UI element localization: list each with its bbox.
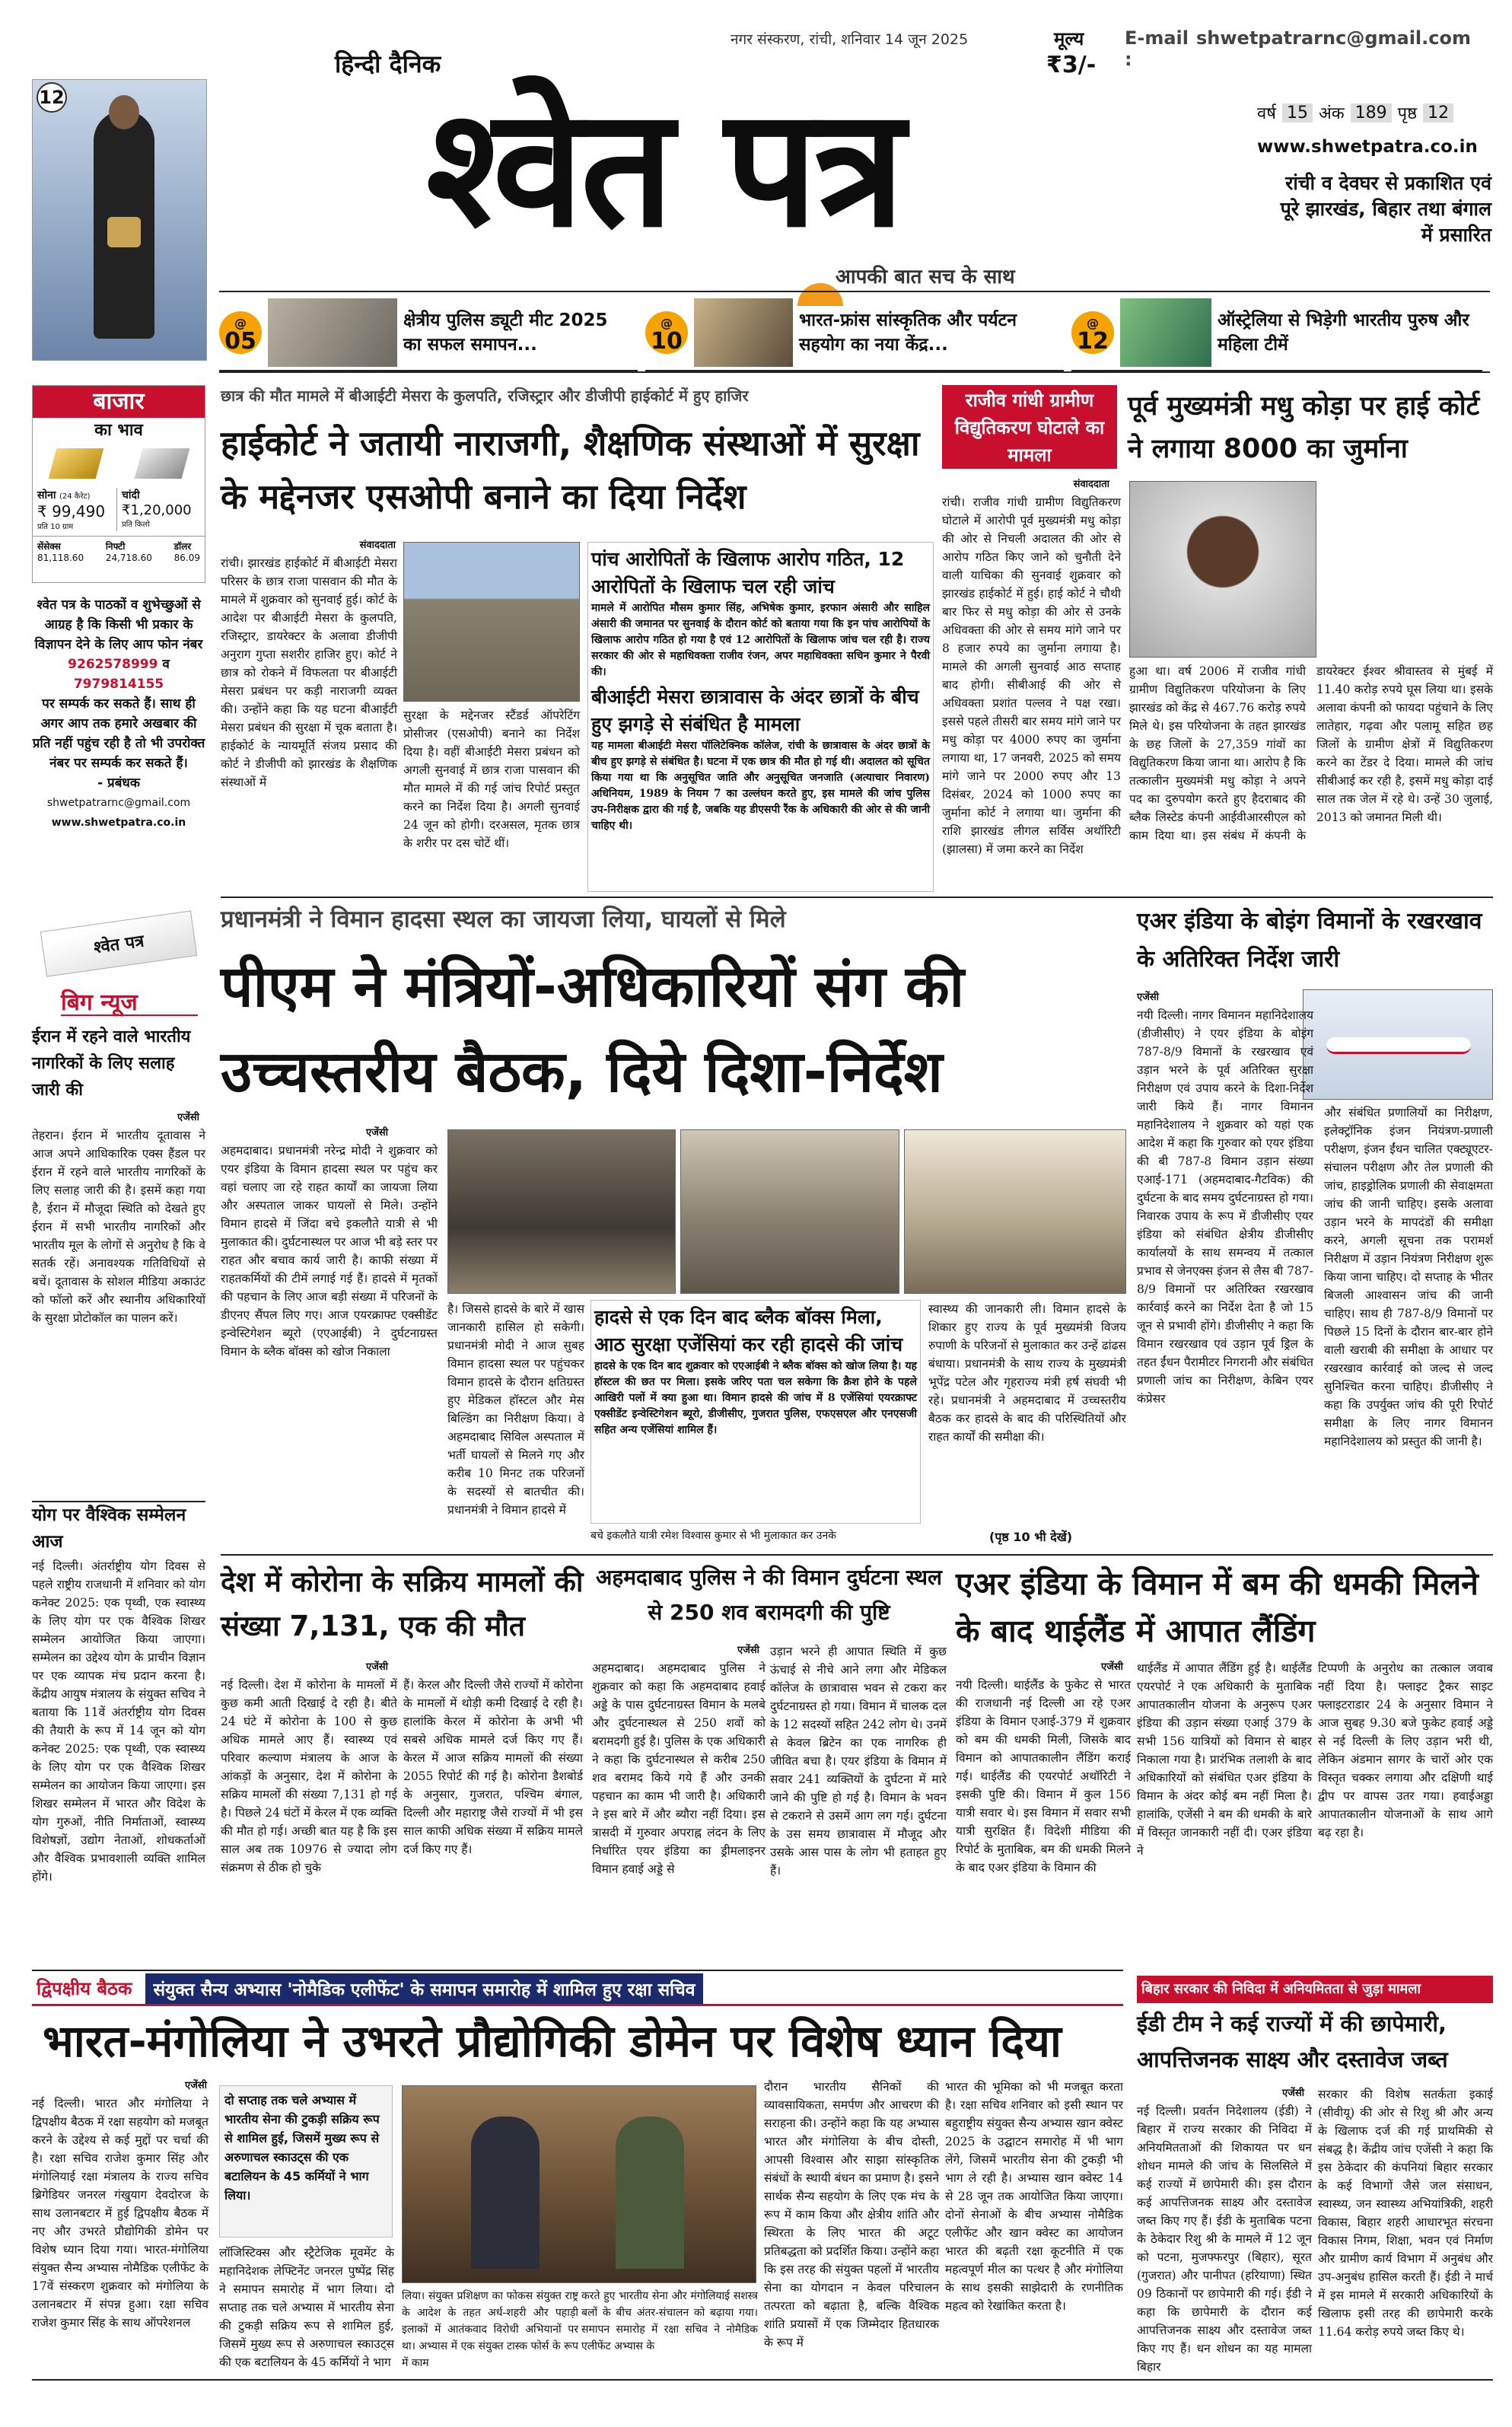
ed-col-2: सरकार की विशेष सतर्कता इकाई (सीवीयू) की ओर से रिशु श्री और अन्य के खिलाफ दर्ज की गई प्राथमिकी से संबद्ध है। केंद्रीय जांच एजेंसी ने कहा कि इस ठेकेदार की कंपनियां बिहार सरकार के कई विभागों जैसे जल संसाधन, स्वास्थ्य, जन स्वास्थ्य अभियांत्रिकी, शहरी विकास, बिहार शहरी आधारभूत संरचना विकास निगम, शिक्षा, भवन एवं निर्माण और ग्रामीण कार्य विभाग में अनुबंध और उप-अनुबंध हासिल करती हैं। ईडी ने मार्च में इस मामले में सरकारी अधिकारियों के खिलाफ इसी तरह की छापेमारी करके 11.64 करोड़ रुपये जब्त किए थे। bbox=[1318, 2088, 1493, 2339]
notice-website[interactable]: www.shwetpatra.co.in bbox=[51, 817, 186, 829]
teaser-page-badge: @ 10 bbox=[645, 311, 688, 354]
police-col-1: अहमदाबाद। अहमदाबाद पुलिस ने शुक्रवार को कहा कि अहमदाबाद हवाई अड्डे के पास दुर्घटनाग्रस्त विमान के मलबे और दुर्घटनास्थल से 250 शवों को बरामदगी हुई है। पुलिस के एक अधिकारी ने कहा कि दुर्घटनास्थल से करीब 250 शव बरामद किये गये हैं और उनकी पहचान का काम भी जारी है। अधिकारी ने इस बारे में और ब्यौरा नहीं दिया। इस त्रासदी में गुरुवार अपराह्न लंदन के लिए निर्धारित एयर इंडिया का ड्रीमलाइनर विमान हवाई अड्डे से bbox=[592, 1661, 766, 1876]
hc-box-text-2: यह मामला बीआईटी मेसरा पॉलिटेक्निक कॉलेज, रांची के छात्रावास के अंदर छात्रों के बीच हुए झगड़े से संबंधित है। घटना में एक छात्र की मौत हो गई थी। अदालत को सूचित किया गया था कि अनुसूचित जाति और अनुसूचित जनजाति (अत्याचार निवारण) अधिनियम, 1989 के नियम 7 का उल्लंघन करते हुए, इस मामले की जांच पुलिस उप-निरीक्षक द्वारा की गई है, जबकि यह डीएसपी रैंक के अधिकारी की ओर से की जानी चाहिए थी। bbox=[591, 740, 930, 832]
mongolia-label: द्विपक्षीय बैठक bbox=[32, 1976, 136, 2001]
pm-jump-link[interactable]: (पृष्ठ 10 भी देखें) bbox=[989, 1530, 1073, 1544]
hc-col-2: सुरक्षा के मद्देनजर स्टैंडर्ड ऑपरेटिंग प्रोसीजर (एसओपी) बनाने का निर्देश दिया है। वहीं बीआईटी मेसरा प्रबंधन को अगली सुनवाई में छात्र राजा पासवान की मौत मामले में की गई जांच रिपोर्ट प्रस्तुत करने का निर्देश दिया है। अगली सुनवाई 24 जून को होगी। दरअसल, मृतक छात्र के शरीर पर दस चोटें थीं। bbox=[403, 709, 580, 850]
teaser-page-number: 10 bbox=[651, 328, 683, 355]
notice-text: श्वेत पत्र के पाठकों व शुभेच्छुओं से आग्रह है कि किसी भी प्रकार के विज्ञापन देने के लिए आप फोन नंबर bbox=[34, 597, 203, 652]
airplane-icon bbox=[1326, 1037, 1471, 1054]
pm-col-3: स्वास्थ्य की जानकारी ली। विमान हादसे के शिकार हुए राज्य के पूर्व मुख्यमंत्री विजय रुपाणी के परिजनों से मुलाकात कर उन्हें ढांढस बंधाया। प्रधानमंत्री के साथ राज्य के मुख्यमंत्री भूपेंद्र पटेल और गृहराज्य मंत्री हर्ष संघवी भी रहे। प्रधानमंत्री ने अहमदाबाद में उच्चस्तरीय बैठक कर हादसे के बाद की परिस्थितियों और राहत कार्यों की समीक्षा की। bbox=[928, 1302, 1126, 1444]
market-title: बाजार bbox=[33, 386, 205, 418]
price-value: ₹3/- bbox=[1046, 52, 1097, 78]
mongolia-col-3: दौरान भारतीय सैनिकों की व्यावसायिकता, समर्पण और आचरण की सराहना की। उन्होंने कहा कि यह अभ्यास भारत और मंगोलिया के बीच दोस्ती, आपसी विश्वास और साझा सांस्कृतिक संबंधों के स्थायी बंधन का प्रमाण है। इसने सार्थक सैन्य सहयोग के लिए एक मंच के रूप में काम किया और क्षेत्रीय शांति और स्थिरता के लिए भारत की अटूट प्रतिबद्धता को प्रदर्शित किया। उन्होंने कहा कि इस तरह की संयुक्त पहलों में भारतीय सेना का योगदान न केवल परिचालन तत्परता को बढ़ाता है, बल्कि वैश्विक शांति प्रयासों में एक जिम्मेदार हितधारक के रूप में bbox=[764, 2080, 939, 2349]
paper-type-label: हिन्दी दैनिक bbox=[335, 49, 441, 78]
section-divider bbox=[32, 1970, 1123, 1971]
mongolia-byline: एजेंसी bbox=[185, 2080, 207, 2091]
ed-headline: ईडी टीम ने कई राज्यों में की छापेमारी, आपत्तिजनक साक्ष्य और दस्तावेज जब्त bbox=[1137, 2011, 1448, 2072]
market-subtitle: का भाव bbox=[94, 421, 143, 440]
newspaper-stamp-logo: श्वेत पत्र bbox=[40, 910, 197, 976]
hc-col-1: रांची। झारखंड हाईकोर्ट में बीआईटी मेसरा परिसर के छात्र राजा पासवान की मौत के मामले में शुक्रवार को सुनवाई हुई। कोर्ट के आदेश पर बीआईटी मेसरा के कुलपति, रजिस्ट्रार, डायरेक्टर के अलावा डीजीपी अनुराग गुप्ता सशरीर हाजिर हुए। कोर्ट ने छात्र को रोकने में विफलता पर बीआईटी मेसरा प्रबंधन पर कड़ी नाराजगी व्यक्त की। उन्होंने कहा कि यह घटना बीआईटी मेसरा प्रबंधन की सुरक्षा में चूक बताता है। हाईकोर्ट के न्यायमूर्ति संजय प्रसाद की कोर्ट ने डीजीपी को झारखंड के शैक्षणिक संस्थाओं में bbox=[221, 556, 397, 789]
phone-number-1[interactable]: 9262578999 bbox=[68, 657, 158, 672]
index-name: डॉलर bbox=[173, 541, 192, 552]
gold-note: प्रति 10 ग्राम bbox=[37, 523, 74, 531]
pm-box-text: हादसे के एक दिन बाद शुक्रवार को एएआईबी ने ब्लैक बॉक्स को खोज लिया है। यह हॉस्टल की छत पर मिला। इसके जरिए पता चल सकेगा कि क्रैश होने के पहले आखिरी पलों में क्या हुआ था। विमान हादसे की जांच में 8 एजेंसियां एयरक्राफ्ट एक्सीडेंट इन्वेस्टिगेशन ब्यूरो, डीजीसीए, गुजरात पुलिस, एफएसएल और एनएसजी सहित अन्य एजेंसियां शामिल हैं। bbox=[594, 1360, 917, 1436]
pm-col-1: अहमदाबाद। प्रधानमंत्री नरेन्द्र मोदी ने शुक्रवार को एयर इंडिया के विमान हादसा स्थल पर पहुंच कर वहां चलाए जा रहे राहत कार्यों का जायजा लिया और अस्पताल जाकर घायलों से मिले। उन्होंने विमान हादसे में जिंदा बचे इकलौते यात्री से भी मुलाकात की। दुर्घटनास्थल पर आज भी बड़े स्तर पर राहत और बचाव कार्य जारी है। काफी संख्या में राहतकर्मियों की टीमें लगाई गई हैं। हादसे में मृतकों की पहचान के लिए आज बड़ी संख्या में परिजनों के डीएनए सैंपल लिए गए। आज एयरक्राफ्ट एक्सीडेंट इन्वेस्टिगेशन ब्यूरो (एएआईबी) ने दुर्घटनाग्रस्त विमान के ब्लैक बॉक्स को खोज निकाला bbox=[221, 1144, 438, 1358]
email-label: E-mail : bbox=[1125, 27, 1189, 70]
index-value: 81,118.60 bbox=[37, 553, 84, 563]
pm-byline: एजेंसी bbox=[366, 1127, 388, 1139]
pm-side-box bbox=[590, 1300, 921, 1524]
pm-box-footer: बचे इकलौते यात्री रमेश विश्वास कुमार से भी मुलाकात कर उनके bbox=[590, 1530, 836, 1542]
police-headline: अहमदाबाद पुलिस ने की विमान दुर्घटना स्थल से 250 शव बरामदगी की पुष्टि bbox=[596, 1565, 942, 1625]
pm-meeting-photo bbox=[904, 1129, 1126, 1294]
page-bottom-rule bbox=[32, 2379, 1493, 2381]
teaser-page-number: 12 bbox=[1077, 328, 1109, 355]
mongolia-photo-caption: लिया। संयुक्त प्रशिक्षण का फोकस संयुक्त राष्ट्र के आदेश के तहत अर्ध-शहरी और पहाड़ी इलाकों में आतंकवाद विरोधी अभियानों पर था। अभ्यास में एक संयुक्त टास्क फोर्स के रूप में काम bbox=[402, 2290, 578, 2369]
person-figure bbox=[471, 2116, 540, 2269]
year-value: 15 bbox=[1282, 104, 1313, 123]
yoga-text: नई दिल्ली। अंतर्राष्ट्रीय योग दिवस से पहले राष्ट्रीय राजधानी में शनिवार को योग कनेक्ट 2025: एक पृथ्वी, एक स्वास्थ्य के लिए योग पर एक वैश्विक शिखर सम्मेलन आयोजित किया जाएगा। सम्मेलन का उद्देश्य योग के प्राचीन विज्ञान पर एक व्यापक मंच प्रदान करना है। केंद्रीय आयुष मंत्रालय के संयुक्त सचिव ने बताया कि 11वें अंतर्राष्ट्रीय योग दिवस की तैयारी के रूप में 14 जून को योग कनेक्ट 2025: एक पृथ्वी, एक स्वास्थ्य के लिए योग पर एक वैश्विक शिखर सम्मेलन का आयोजन किया जाएगा। इस शिखर सम्मेलन में भारत और विदेश के योग गुरुओं, नीति निर्माताओं, स्वास्थ्य विशेषज्ञों, उद्योग नेताओं, शोधकर्ताओं और वैश्विक प्रभावशाली व्यक्ति शामिल होंगे। bbox=[32, 1559, 205, 1884]
teaser-text: क्षेत्रीय पुलिस ड्यूटी मीट 2025 का सफल समापन... bbox=[403, 311, 608, 355]
phone-separator: व bbox=[162, 657, 170, 672]
market-box bbox=[32, 385, 205, 583]
issue-value: 189 bbox=[1351, 104, 1392, 123]
mongolia-kicker: संयुक्त सैन्य अभ्यास 'नोमैडिक एलीफेंट' के समापन समारोह में शामिल हुए रक्षा सचिव bbox=[145, 1973, 702, 2004]
mongolia-highlight-box bbox=[219, 2085, 393, 2237]
dgca-col-2: और संबंधित प्रणालियों का निरीक्षण, इलेक्ट्रॉनिक इंजन नियंत्रण-प्रणाली परीक्षण, इंजन ईंधन चालित एक्ट्यूएटर-संचालन परीक्षण और तेल प्रणाली की जांच, हाइड्रोलिक प्रणाली की सेवाक्षमता जांच की जानी चाहिए। इसके अलावा उड़ान भरने के मापदंडों की समीक्षा करने, अगली सूचना तक परामर्श निरीक्षण में उड़ान नियंत्रण निरीक्षण शुरू किया जाना चाहिए। दो सप्ताह के भीतर बिजली आश्वासन जांच की जानी चाहिए। साथ ही 787-8/9 विमानों पर पिछले 15 दिनों के दौरान बार-बार होने वाली खराबी की समीक्षा के आधार पर रखरखाव कार्रवाई को जल्द से जल्द सुनिश्चित करना चाहिए। डीजीसीए ने कहा कि उपर्युक्त जांच की पूरी रिपोर्ट समीक्षा के लिए नागर विमानन महानिदेशालय को प्रस्तुत की जानी है। bbox=[1324, 1106, 1493, 1448]
athlete-head bbox=[109, 95, 139, 129]
hc-box-headline-2: बीआईटी मेसरा छात्रावास के अंदर छात्रों के बीच हुए झगड़े से संबंधित है मामला bbox=[591, 686, 919, 735]
issue-label: अंक bbox=[1318, 104, 1345, 123]
price-label: मूल्य bbox=[1054, 28, 1084, 49]
teaser-page-number: 05 bbox=[224, 328, 256, 355]
hc-byline: संवाददाता bbox=[359, 540, 396, 551]
pm-kicker: प्रधानमंत्री ने विमान हादसा स्थल का जायजा लिया, घायलों से मिले bbox=[221, 906, 786, 933]
teaser-1[interactable] bbox=[219, 295, 638, 371]
teaser-strip bbox=[219, 291, 1490, 373]
koda-col-2: हुआ था। वर्ष 2006 में राजीव गांधी ग्रामीण विद्युतिकरण परियोजना के लिए झारखंड को केंद्र से 467.76 करोड़ रुपये मिले थे। इस परियोजना के तहत झारखंड के छह जिलों के 27,359 गांवों का विद्युतिकरण किया जाना था। आरोप है कि तत्कालीन मुख्यमंत्री मधु कोड़ा ने अपने पद का दुरुपयोग करते हुए हैदराबाद की ब्लैक लिस्टेड कंपनी आईवीआरसीएल को काम दिया था। इस संबंध में कंपनी के डायरेक्टर ईश्वर श्रीवास्तव से मुंबई में 11.40 करोड़ रुपये घूस लिया था। इसके अलावा कंपनी को फायदा पहुंचाने के लिए लातेहार, गढ़वा और पलामू सहित छह जिलों के ग्रामीण क्षेत्रों में विद्युतिकरण करने का टेंडर दे दिया। मामले की जांच सीबीआई कर रही है, इसमें मधु कोड़ा दाई साल तक जेल में रहे थे। उन्हें 30 जुलाई, 2013 को जमानत मिली थी। bbox=[1129, 664, 1493, 842]
bomb-col-3: टिप्पणी के अनुरोध का तत्काल जवाब नहीं दिया है। फ्लाइट ट्रैकर साइट फ्लाइटराडार 24 के अनुसार विमान ने आज सुबह 9.30 बजे फुकेट हवाई अड्डे से नई दिल्ली के लिए उड़ान भरी थी, लेकिन अंडमान सागर के चारों ओर एक विस्तृत चक्कर लगाया और दक्षिणी थाई द्वीप पर वापस उतर गया। हवाईअड्डा आपातकालीन योजनाओं के साथ आगे बढ़ रहा है। bbox=[1318, 1661, 1493, 1839]
corona-col-1: नई दिल्ली। देश में कोरोना के मामलों में कुछ कमी आती दिखाई दे रही है। बीते 24 घंटे में कोरोना के 100 से कुछ अधिक मामले आए हैं। स्वास्थ्य एवं परिवार कल्याण मंत्रालय के आज के आंकड़ों के अनुसार, देश में कोरोना के सक्रिय मामलों की संख्या 7,131 हो गई है। पिछले 24 घंटों में केरल में एक व्यक्ति की मौत हो गई। अच्छी बात यह है कि इस साल अब तक 10976 से ज्यादा लोग संक्रमण से ठीक हो चुके bbox=[221, 1678, 397, 1874]
section-divider bbox=[221, 897, 1493, 898]
silver-price: ₹1,20,000 bbox=[122, 502, 192, 518]
masthead-photo bbox=[32, 79, 207, 361]
teaser-3[interactable] bbox=[1071, 295, 1482, 371]
mongolia-headline: भारत-मंगोलिया ने उभरते प्रौद्योगिकी डोमेन पर विशेष ध्यान दिया bbox=[43, 2015, 1062, 2067]
phone-number-2[interactable]: 7979814155 bbox=[73, 677, 164, 692]
page-count: 12 bbox=[1423, 104, 1453, 123]
hc-kicker: छात्र की मौत मामले में बीआईटी मेसरा के कुलपति, रजिस्ट्रार और डीजीपी हाईकोर्ट में हुए हाजिर bbox=[221, 387, 749, 405]
paper-title: श्वेत पत्र bbox=[426, 71, 902, 263]
aircraft-photo bbox=[1303, 989, 1493, 1100]
medal-icon bbox=[107, 217, 141, 247]
bignews-byline: एजेंसी bbox=[177, 1112, 199, 1123]
bomb-byline: एजेंसी bbox=[1101, 1661, 1123, 1673]
dgca-col-1: नयी दिल्ली। नागर विमानन महानिदेशालय (डीजीसीए) ने एयर इंडिया के बोइंग 787-8/9 विमानों के रखरखाव एवं उड़ान भरने के पूर्व अतिरिक्त सुरक्षा निरीक्षण एवं उपाय करने के दिशा-निर्देश जारी किये हैं। नागर विमानन महानिदेशालय ने शुक्रवार को यहां एक आदेश में कहा कि गुरुवार को एयर इंडिया की बी 787-8 विमान उड़ान संख्या एआई-171 (अहमदाबाद-गैटविक) की दुर्घटना के बाद समय दुर्घटनाग्रस्त हो गया। निवारक उपाय के रूप में डीजीसीए एयर इंडिया को संबंधित क्षेत्रीय डीजीसीए कार्यालयों के साथ समन्वय में तत्काल प्रभाव से जेनएक्स इंजन से लैस बी 787-8/9 विमानों पर अतिरिक्त रखरखाव कार्रवाई करने का निर्देश देता है जो 15 जून से प्रभावी होंगे। डीजीसीए ने कहा कि विमान रखरखाव एवं उड़ान पूर्व ड्रिल के तहत ईंधन पैरामीटर निगरानी और संबंधित प्रणाली जांच का निरीक्षण, केबिन एयर कंप्रेसर bbox=[1137, 1008, 1313, 1406]
corner-page-number: 12 bbox=[39, 87, 65, 108]
koda-headline: पूर्व मुख्यमंत्री मधु कोड़ा पर हाई कोर्ट ने लगाया 8000 का जुर्माना bbox=[1128, 391, 1480, 464]
notice-email[interactable]: shwetpatrarnc@gmail.com bbox=[46, 797, 191, 809]
market-indices bbox=[33, 536, 205, 566]
silver-label: चांदी bbox=[122, 489, 140, 502]
hc-box-headline: पांच आरोपितों के खिलाफ आरोप गठित, 12 आरोपितों के खिलाफ चल रही जांच bbox=[591, 548, 905, 597]
publish-note: रांची व देवघर से प्रकाशित एवं पूरे झारखंड, बिहार तथा बंगाल में प्रसारित bbox=[1280, 172, 1491, 246]
police-col-2: उड़ान भरने ही आपात स्थिति में कुछ ऊंचाई से नीचे आने लगा और मेडिकल कॉलेज के छात्रावास भवन से टकरा कर दुर्घटनाग्रस्त हो गया। विमान में चालक दल के 12 सदस्यों सहित 242 लोग थे। उनमें से केवल ब्रिटेन का एक नागरिक ही जीवित बचा है। एयर इंडिया के विमान में सवार 241 व्यक्तियों के दुर्घटना में मारे जाने की पुष्टि हो गई है। विमान के भवन से टकराने से उसमें आग लग गई। दुर्घटना के उस समय छात्रावास में मौजूद और उसके आस पास के लोग भी हताहत हुए हैं। bbox=[770, 1645, 947, 1878]
pm-box-headline: हादसे से एक दिन बाद ब्लैक बॉक्स मिला, आठ सुरक्षा एजेंसियां कर रही हादसे की जांच bbox=[594, 1306, 903, 1355]
gold-bar-icon bbox=[48, 448, 103, 479]
ed-col-1: नई दिल्ली। प्रवर्तन निदेशालय (ईडी) ने बिहार में राज्य सरकार की निविदा में अनियमितताओं की शिकायत पर धन शोधन मामले की जांच के सिलसिले में कई राज्यों में छापेमारी की। इस दौरान कई आपत्तिजनक साक्ष्य और दस्तावेज जब्त किए गए हैं। ईडी के मुताबिक पटना के ठेकेदार रिशु श्री के मामले में 12 जून को पटना, मुजफ्फरपुर (बिहार), सूरत (गुजरात) और पानीपत (हरियाणा) स्थित 09 ठिकानों पर छापेमारी की गई। ईडी ने कहा कि छापेमारी के दौरान कई आपत्तिजनक साक्ष्य और दस्तावेज जब्त किए गए हैं। धन शोधन का यह मामला बिहार bbox=[1137, 2104, 1312, 2374]
dgca-byline: एजेंसी bbox=[1137, 992, 1159, 1003]
bignews-text: तेहरान। ईरान में भारतीय दूतावास ने आज अपने आधिकारिक एक्स हैंडल पर ईरान में रहने वाले भारतीय नागरिकों के लिए सलाह जारी की है। इसमें कहा गया है, ईरान में मौजूदा स्थिति को देखते हुए ईरान में सभी भारतीय नागरिकों और भारतीय मूल के लोगों से अनुरोध है कि वे सतर्क रहें। अनावश्यक गतिविधियों से बचें। दूतावास के सोशल मीडिया अकाउंट को फॉलो करें और स्थानीय अधिकारियों के सुरक्षा प्रोटोकॉल का पालन करें। bbox=[32, 1129, 205, 1325]
advert-notice bbox=[32, 595, 205, 900]
corona-byline: एजेंसी bbox=[366, 1661, 388, 1673]
teaser-page-badge: @ 12 bbox=[1071, 311, 1114, 354]
mongolia-ceremony-photo bbox=[402, 2085, 756, 2283]
mongolia-col-1: नई दिल्ली। भारत और मंगोलिया ने द्विपक्षीय बैठक में रक्षा सहयोग को मजबूत करने के उद्देश्य से कई मुद्दों पर चर्चा की है। रक्षा सचिव राजेश कुमार सिंह और मंगोलियाई रक्षा मंत्रालय के राज्य सचिव ब्रिगेडियर जनरल गंखुयाग देवदोरज के साथ उलानबटार में हुई द्विपक्षीय बैठक में नए और उभरते प्रौद्योगिकी डोमेन पर विशेष ध्यान दिया गया। भारत-मंगोलिया संयुक्त सैन्य अभ्यास नोमैडिक एलीफेंट के 17वें संस्करण शुक्रवार को मंगोलिया के उलानबटार में संपन्न हुआ। रक्षा सचिव राजेश कुमार सिंह के साथ ऑपरेशनल bbox=[32, 2097, 208, 2330]
gold-unit: (24 कैरेट) bbox=[59, 492, 91, 501]
bomb-headline: एअर इंडिया के विमान में बम की धमकी मिलने के बाद थाईलैंड में आपात लैंडिंग bbox=[956, 1565, 1479, 1649]
silver-note: प्रति किलो bbox=[122, 521, 150, 529]
teaser-photo bbox=[268, 298, 397, 367]
ed-kicker: बिहार सरकार की निविदा में अनियमितता से जुड़ा मामला bbox=[1137, 1976, 1493, 2003]
mongolia-box-text: दो सप्ताह तक चले अभ्यास में भारतीय सेना की टुकड़ी सक्रिय रूप से शामिल हुई, जिसमें मुख्य रूप से अरुणाचल स्काउट्स की एक बटालियन के 45 कर्मियों ने भाग लिया। bbox=[224, 2093, 380, 2202]
koda-kicker: राजीव गांधी ग्रामीण विद्युतिकरण घोटाले का मामला bbox=[942, 385, 1117, 469]
index-name: निफ्टी bbox=[105, 541, 126, 552]
index-name: सेंसेक्स bbox=[37, 541, 61, 552]
ed-byline: एजेंसी bbox=[1282, 2088, 1304, 2099]
corner-page-badge bbox=[37, 82, 67, 113]
silver-price-block bbox=[122, 488, 192, 531]
dgca-headline: एअर इंडिया के बोइंग विमानों के रखरखाव के अतिरिक्त निर्देश जारी bbox=[1137, 908, 1482, 973]
page-label: पृष्ठ bbox=[1397, 104, 1418, 123]
index-value: 24,718.60 bbox=[105, 553, 152, 563]
notice-signature: - प्रबंधक bbox=[97, 776, 140, 791]
edition-line: नगर संस्करण, रांची, शनिवार 14 जून 2025 bbox=[731, 31, 969, 48]
corona-headline: देश में कोरोना के सक्रिय मामलों की संख्या 7,131, एक की मौत bbox=[221, 1565, 584, 1642]
koda-byline: संवाददाता bbox=[1073, 479, 1109, 490]
notice-text-2: पर सम्पर्क कर सकते हैं। साथ ही अगर आप तक हमारे अखबार की प्रति नहीं पहुंच रही है तो भी उपरोक्त नंबर पर सम्पर्क कर सकते हैं। bbox=[32, 696, 205, 771]
index-value: 86.09 bbox=[173, 553, 200, 563]
person-figure bbox=[616, 2116, 684, 2269]
year-label: वर्ष bbox=[1257, 104, 1276, 123]
metal-prices bbox=[33, 486, 205, 533]
teaser-text: भारत-फ्रांस सांस्कृतिक और पर्यटन सहयोग का नया केंद्र... bbox=[799, 311, 1017, 355]
gold-price-block bbox=[37, 488, 117, 531]
email-link[interactable]: shwetpatrarnc@gmail.com bbox=[1196, 27, 1471, 49]
mongolia-col-4: भारत की भूमिका को भी मजबूत करता है। रक्षा सचिव शनिवार को इसी स्थान पर बहुराष्ट्रीय संयुक्त सैन्य अभ्यास खान क्वेस्ट 2025 के उद्घाटन समारोह में भी भाग लेंगे, जिसमें भारतीय सेना की टुकड़ी भी भाग ले रही है। अभ्यास खान क्वेस्ट 14 से 28 जून तक आयोजित किया जाएगा। दोनों सेनाओं के बीच अभ्यास नोमैडिक एलीफेंट और खान क्वेस्ट का आयोजन भारत की बढ़ती रक्षा कूटनीति में एक महत्वपूर्ण मील का पत्थर है और मंगोलिया के साथ इसकी साझेदारी के रणनीतिक महत्व को रेखांकित करता है। bbox=[945, 2080, 1123, 2313]
issue-info bbox=[1257, 99, 1493, 126]
teaser-page-badge: @ 05 bbox=[219, 311, 262, 354]
teaser-photo bbox=[694, 298, 793, 367]
bignews-tag: बिग न्यूज bbox=[61, 986, 198, 1016]
koda-portrait-photo bbox=[1129, 481, 1316, 658]
teaser-2[interactable] bbox=[645, 295, 1064, 371]
bomb-col-1: नयी दिल्ली। थाईलैंड के फुकेट से भारत की राजधानी नई दिल्ली आ रहे एअर इंडिया के विमान एआई-379 में शुक्रवार को बम की धमकी मिली, जिसके बाद विमान को आपातकालीन लैंडिंग कराई गई। थाईलैंड की एयरपोर्ट अथॉरिटी ने इसकी पुष्टि की। विमान में कुल 156 यात्री सवार थे। इस विमान में सवार सभी यात्री सुरक्षित हैं। विदेशी मीडिया की रिपोर्ट के मुताबिक, बम की धमकी मिलने के बाद एअर इंडिया के विमान की bbox=[956, 1678, 1131, 1874]
gold-label: सोना bbox=[37, 489, 56, 502]
pm-col-2: है। जिससे हादसे के बारे में खास जानकारी हासिल हो सकेगी। प्रधानमंत्री मोदी ने आज सुबह विमान हादसा स्थल पर पहुंचकर विमान हादसे के दौरान क्षतिग्रस्त हुए मेडिकल हॉस्टल और मेस बिल्डिंग का निरीक्षण किया। वे अहमदाबाद सिविल अस्पताल में भर्ती घायलों से मिलने गए और करीब 10 मिनट तक परिजनों के सदस्यों से बातचीत की। प्रधानमंत्री ने विमान हादसे में bbox=[447, 1302, 584, 1517]
section-divider bbox=[221, 1554, 1493, 1556]
index-dollar bbox=[174, 540, 200, 563]
teaser-text: ऑस्ट्रेलिया से भिड़ेगी भारतीय पुरुष और महिला टीमें bbox=[1218, 311, 1469, 355]
pm-crash-site-photo bbox=[447, 1129, 676, 1294]
tagline: आपकी बात सच के साथ bbox=[836, 266, 1015, 288]
metal-icons bbox=[33, 441, 205, 486]
mongolia-kicker-bar bbox=[32, 1973, 1123, 2006]
hc-box-text: मामले में आरोपित मौसम कुमार सिंह, अभिषेक कुमार, इरफान अंसारी और साहिल अंसारी की जमानत पर सुनवाई के दौरान कोर्ट को बताया गया कि इन पांच आरोपियों के खिलाफ आरोप गठित हो गया है एवं 12 आरोपितों के खिलाफ जांच चल रही है। राज्य सरकार की ओर से महाधिवक्ता राजीव रंजन, अपर महाधिवक्ता सचिन कुमार ने पैरवी की। bbox=[591, 602, 930, 678]
mongolia-col-2: लॉजिस्टिक्स और स्ट्रैटेजिक मूवमेंट के महानिदेशक लेफ्टिनेंट जनरल पुष्पेंद्र सिंह ने समापन समारोह में भाग लिया। दो सप्ताह तक चले अभ्यास में भारतीय सेना की टुकड़ी सक्रिय रूप से शामिल हुई, जिसमें मुख्य रूप से अरुणाचल स्काउट्स की एक बटालियन के 45 कर्मियों ने भाग bbox=[219, 2246, 394, 2369]
hc-headline: हाईकोर्ट ने जतायी नाराजगी, शैक्षणिक संस्थाओं में सुरक्षा के मद्देनजर एसओपी बनाने का दिया निर्देश bbox=[221, 423, 920, 517]
bomb-col-2: थाईलैंड में आपात लैंडिंग हुई है। थाईलैंड एयरपोर्ट ने एक अधिकारी के मुताबिक आपातकालीन योजना के अनुरूप एअर इंडिया की उड़ान संख्या एआई 379 के सभी 156 यात्रियों को विमान से बाहर निकाला गया है। प्रारंभिक तलाशी के बाद अधिकारियों को संबंधित एअर इंडिया के विमान के अंदर कोई बम नहीं मिला है। हालांकि, एजेंसी ने बम की धमकी के बारे में विस्तृत जानकारी नहीं दी। एअर इंडिया ने bbox=[1137, 1661, 1312, 1858]
index-nifty bbox=[106, 540, 152, 563]
teaser-photo bbox=[1120, 298, 1211, 367]
yoga-headline: योग पर वैश्विक सम्मेलन आज bbox=[32, 1501, 205, 1554]
gold-price: ₹ 99,490 bbox=[37, 502, 106, 521]
index-sensex bbox=[37, 540, 84, 563]
police-byline: एजेंसी bbox=[737, 1645, 759, 1656]
corona-col-2: हैं। केरल और दिल्ली जैसे राज्यों में कोरोना के मामलों में थोड़ी कमी दिखाई दे रही है। हालांकि केरल में कोरोना के अभी भी सबसे अधिक मामले दर्ज किए गए हैं। केरल में आज सक्रिय मामलों की संख्या 2055 रिपोर्ट की गई है। कोरोना डैशबोर्ड के अनुसार, गुजरात, पश्चिम बंगाल, दिल्ली और महाराष्ट्र जैसे राज्यों में भी इस साल काफी अधिक संख्या में सक्रिय मामले दर्ज किए गए हैं। bbox=[403, 1678, 583, 1856]
koda-col-1: रांची। राजीव गांधी ग्रामीण विद्युतिकरण घोटाले में आरोपी पूर्व मुख्यमंत्री मधु कोड़ा की ओर से निचली अदालत की ओर से आरोप गठित किए जाने को चुनौती देने वाली याचिका की सुनवाई शुक्रवार को झारखंड हाईकोर्ट में हुई। हाई कोर्ट ने चौथी बार फिर से मधु कोड़ा की ओर से उनके अधिवक्ता की ओर से समय मांगे जाने पर 8 हजार रुपये का जुर्माना लगाया है। मामले की अगली सुनवाई आठ सप्ताह बाद होगी। सीबीआई की ओर से अधिवक्ता प्रशांत पल्लव ने पक्ष रखा। इससे पहले तीसरी बार समय मांगे जाने पर मधु कोड़ा पर 4000 रुपए का जुर्माना लगाया था, 17 जनवरी, 2025 को समय मांगे जाने पर 2000 रुपए और 13 दिसंबर, 2024 को 1000 रुपए का जुर्माना कोर्ट ने लगाया था। जुर्माना की राशि झारखंड लीगल सर्विस अथॉरिटी (झालसा) में जमा करने का निर्देश bbox=[942, 495, 1121, 856]
website-link[interactable]: www.shwetpatra.co.in bbox=[1257, 137, 1478, 157]
hc-building-photo bbox=[403, 542, 580, 702]
pm-headline: पीएम ने मंत्रियों-अधिकारियों संग की उच्चस्तरीय बैठक, दिये दिशा-निर्देश bbox=[221, 953, 964, 1105]
silver-bar-icon bbox=[134, 448, 189, 479]
mongolia-photo-caption-2: करते हुए भारतीय सेना और मंगोलियाई सशस्त्र बलों के बीच अंतर-संचालन को बढ़ाया गया। समापन समारोह में रक्षा सचिव ने नोमैडिक एलीफेंट अभ्यास के bbox=[581, 2290, 758, 2352]
hc-side-box bbox=[587, 542, 934, 892]
pm-site-visit-photo bbox=[680, 1129, 899, 1294]
bignews-headline: ईरान में रहने वाले भारतीय नागरिकों के लिए सलाह जारी की bbox=[32, 1027, 191, 1100]
